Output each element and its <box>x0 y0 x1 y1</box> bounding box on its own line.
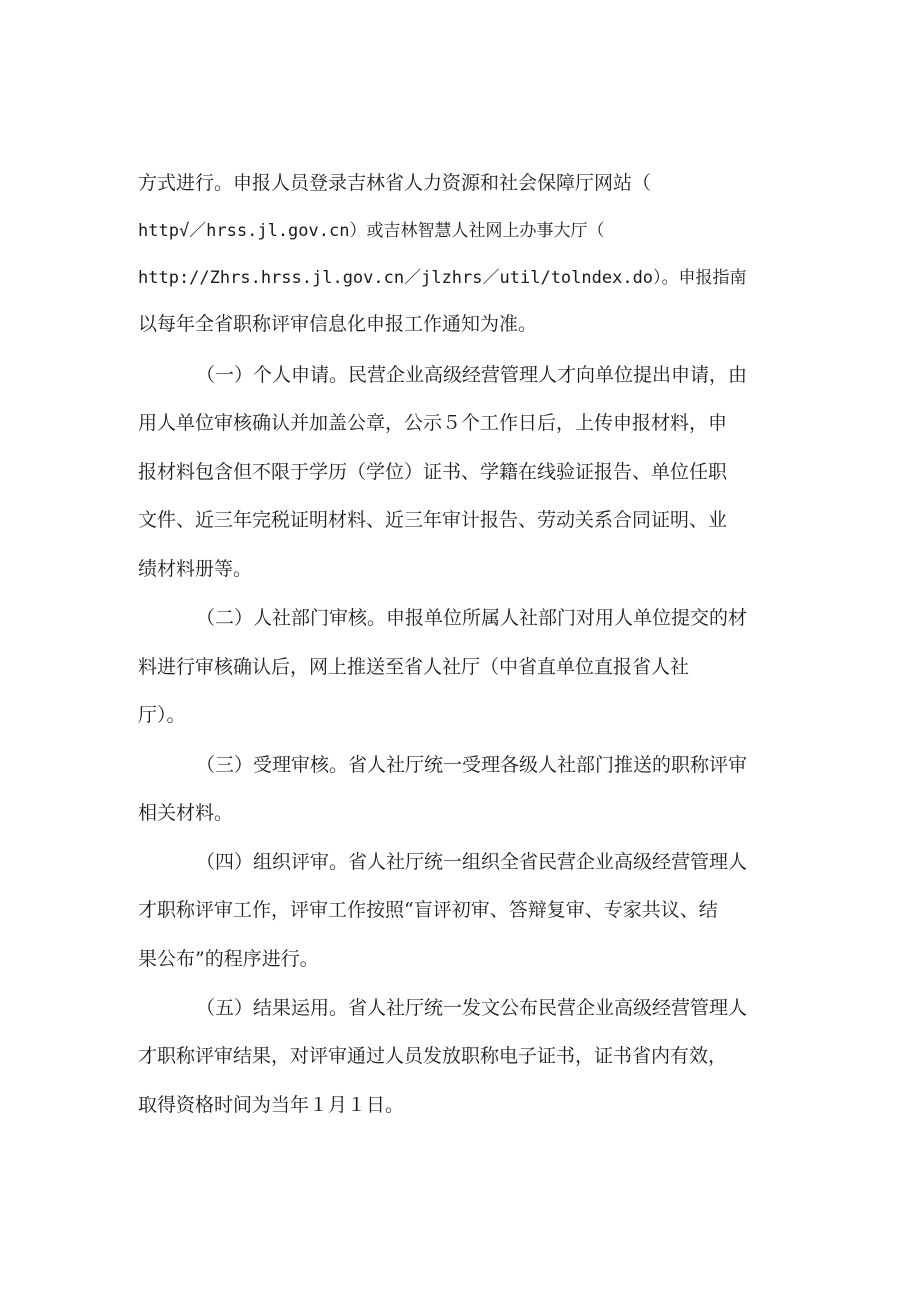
section1-line-3: 报材料包含但不限于学历（学位）证书、学籍在线验证报告、单位任职 <box>138 461 728 483</box>
section2-line-3: 厅）。 <box>138 704 186 726</box>
intro-line-3: http://Zhrs.hrss.jl.gov.cn／jlzhrs／util/tolndex.do）。申报指南 <box>138 268 747 288</box>
intro-line-1: 方式进行。申报人员登录吉林省人力资源和社会保障厅网站（ <box>138 172 652 194</box>
section1-line-5: 绩材料册等。 <box>138 558 253 580</box>
section3-line-2: 相关材料。 <box>138 802 234 824</box>
section2-line-1: （二）人社部门审核。申报单位所属人社部门对用人单位提交的材 <box>196 607 748 629</box>
intro-line-2: http√／hrss.jl.gov.cn）或吉林智慧人社网上办事大厅（ <box>138 221 605 241</box>
section5-line-1: （五）结果运用。省人社厅统一发文公布民营企业高级经营管理人 <box>196 997 748 1019</box>
section1-line-2: 用人单位审核确认并加盖公章，公示５个工作日后，上传申报材料，申 <box>138 412 728 434</box>
section1-line-4: 文件、近三年完税证明材料、近三年审计报告、劳动关系合同证明、业 <box>138 509 728 531</box>
section4-line-3: 果公布”的程序进行。 <box>138 948 319 970</box>
section4-line-2: 才职称评审工作，评审工作按照“盲评初审、答辩复审、专家共议、结 <box>138 899 718 921</box>
section3-line-1: （三）受理审核。省人社厅统一受理各级人社部门推送的职称评审 <box>196 754 748 776</box>
section2-line-2: 料进行审核确认后，网上推送至省人社厅（中省直单位直报省人社 <box>138 656 690 678</box>
section1-line-1: （一）个人申请。民营企业高级经营管理人才向单位提出申请，由 <box>196 364 748 386</box>
section4-line-1: （四）组织评审。省人社厅统一组织全省民营企业高级经营管理人 <box>196 851 748 873</box>
section5-line-3: 取得资格时间为当年１月１日。 <box>138 1094 405 1116</box>
intro-line-4: 以每年全省职称评审信息化申报工作通知为准。 <box>138 313 538 335</box>
section5-line-2: 才职称评审结果，对评审通过人员发放职称电子证书，证书省内有效， <box>138 1045 728 1067</box>
